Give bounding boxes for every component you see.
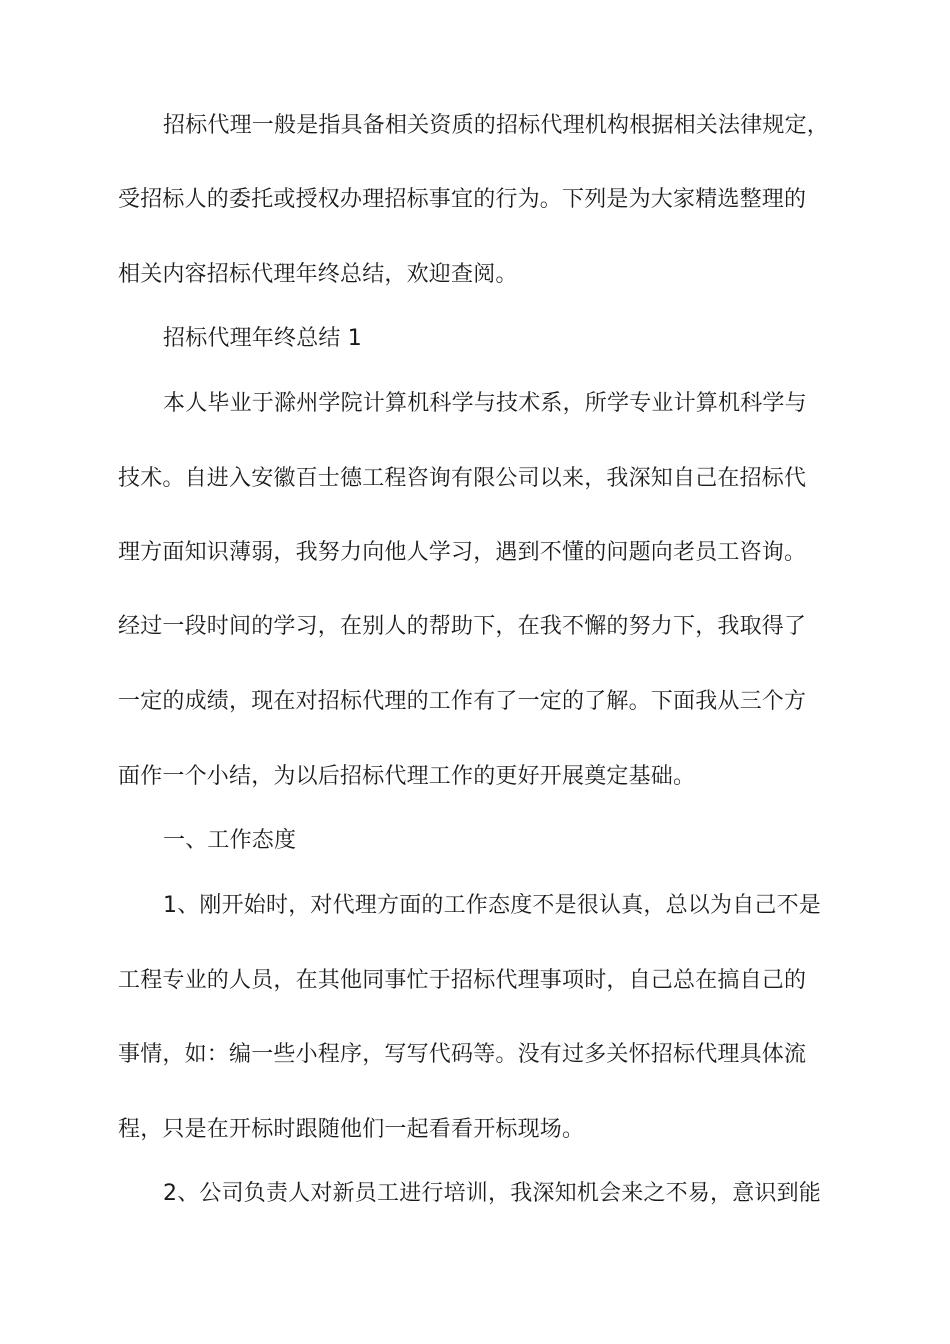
body-line-1: 本人毕业于滁州学院计算机科学与技术系，所学专业计算机科学与	[163, 391, 807, 416]
body-line-2: 技术。自进入安徽百士德工程咨询有限公司以来，我深知自己在招标代	[118, 466, 807, 491]
body-line-4: 经过一段时间的学习，在别人的帮助下，在我不懈的努力下，我取得了	[118, 614, 807, 639]
intro-line-1: 招标代理一般是指具备相关资质的招标代理机构根据相关法律规定，	[163, 113, 830, 138]
body-line-6: 面作一个小结，为以后招标代理工作的更好开展奠定基础。	[118, 764, 696, 789]
intro-line-3: 相关内容招标代理年终总结，欢迎查阅。	[118, 262, 518, 287]
intro-line-2: 受招标人的委托或授权办理招标事宜的行为。下列是为大家精选整理的	[118, 187, 807, 212]
section-title: 招标代理年终总结 1	[163, 326, 362, 351]
item-2-line-1: 2、公司负责人对新员工进行培训，我深知机会来之不易，意识到能	[163, 1181, 821, 1206]
item-1-line-4: 程，只是在开标时跟随他们一起看看开标现场。	[118, 1117, 585, 1142]
item-1-line-1: 1、刚开始时，对代理方面的工作态度不是很认真，总以为自己不是	[163, 893, 821, 918]
body-line-3: 理方面知识薄弱，我努力向他人学习，遇到不懂的问题向老员工咨询。	[118, 540, 807, 565]
item-1-line-2: 工程专业的人员，在其他同事忙于招标代理事项时，自己总在搞自己的	[118, 968, 807, 993]
item-1-line-3: 事情，如：编一些小程序，写写代码等。没有过多关怀招标代理具体流	[118, 1042, 807, 1067]
body-line-5: 一定的成绩，现在对招标代理的工作有了一定的了解。下面我从三个方	[118, 689, 807, 714]
subheading-work-attitude: 一、工作态度	[163, 828, 297, 853]
